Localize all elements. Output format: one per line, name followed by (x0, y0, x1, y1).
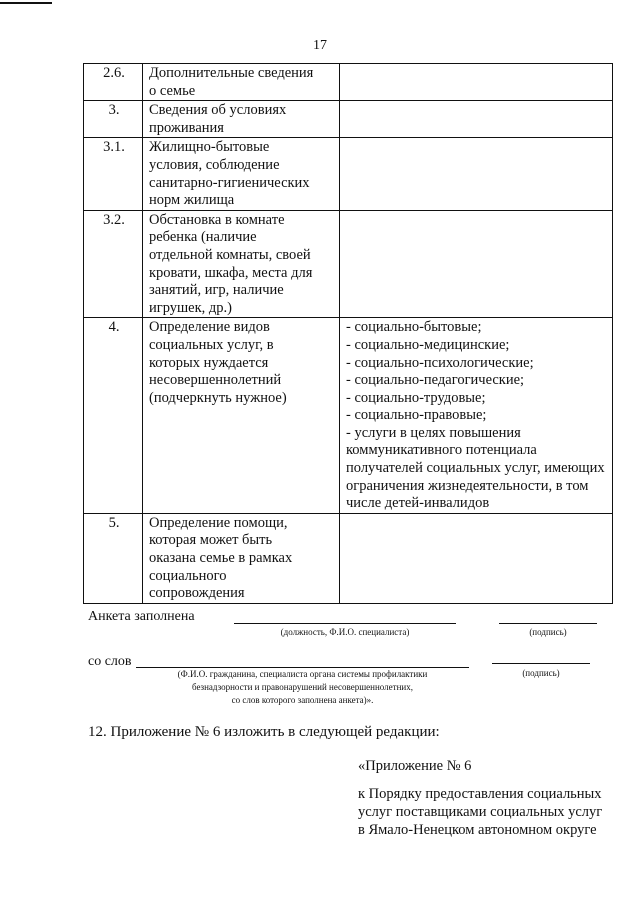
service-option: - социально-педагогические; (346, 372, 525, 389)
table-row (84, 101, 613, 138)
row-number: 4. (84, 318, 143, 514)
signature-line-2 (492, 663, 590, 664)
service-option: - социально-правовые; (346, 407, 487, 424)
appendix-description: к Порядку предоставления социальных услуг поставщиками социальных услуг в Ямало-Ненецком автономном округе (358, 786, 603, 838)
row-value (340, 64, 613, 101)
row-value (340, 210, 613, 318)
table-row (84, 138, 613, 210)
corner-mark (0, 2, 52, 4)
row-label: Обстановка в комнате ребенка (наличие отдельной комнаты, своей кровати, шкафа, места для занятий, игр, наличие игрушек, др.) (143, 210, 340, 318)
item-12-heading: 12. Приложение № 6 изложить в следующей редакции: (88, 724, 440, 740)
signature-caption-2: (подпись) (522, 668, 560, 678)
from-words-label: со слов (88, 654, 132, 669)
service-option: - социально-медицинские; (346, 336, 510, 353)
row-value (340, 513, 613, 603)
signature-line (499, 623, 597, 624)
row-value (340, 138, 613, 210)
row-number: 3.2. (84, 210, 143, 318)
service-option: - социально-трудовые; (346, 389, 486, 406)
row-number: 3.1. (84, 138, 143, 210)
row-label: Определение видов социальных услуг, в которых нуждается несовершеннолетний (подчеркнуть нужное) (143, 318, 340, 514)
signature-caption: (подпись) (529, 627, 567, 637)
from-words-caption-2: безнадзорности и правонарушений несовершеннолетних, (191, 682, 413, 692)
from-words-line (136, 667, 469, 668)
table-row (84, 513, 613, 603)
questionnaire-table (83, 63, 613, 604)
appendix-block (358, 757, 618, 839)
row-label: Дополнительные сведения о семье (143, 64, 340, 101)
service-option: - социально-бытовые; (346, 319, 482, 336)
row-number: 2.6. (84, 64, 143, 101)
appendix-title: «Приложение № 6 (358, 758, 472, 774)
table-row (84, 210, 613, 318)
row-number: 5. (84, 513, 143, 603)
table-row (84, 64, 613, 101)
position-name-caption: (должность, Ф.И.О. специалиста) (280, 627, 410, 637)
row-label: Сведения об условиях проживания (143, 101, 340, 138)
row-number: 3. (84, 101, 143, 138)
from-words-caption-1: (Ф.И.О. гражданина, специалиста органа системы профилактики (177, 669, 428, 679)
row-value (340, 318, 613, 514)
position-name-line (234, 623, 456, 624)
service-option: - услуги в целях повышения коммуникативного потенциала получателей социальных услуг, имеющих ограничения жизнедеятельности, в том числе детей-инвалидов (346, 424, 605, 512)
row-label: Жилищно-бытовые условия, соблюдение санитарно-гигиенических норм жилища (143, 138, 340, 210)
table-row (84, 318, 613, 514)
row-label: Определение помощи, которая может быть оказана семье в рамках социального сопровождения (143, 513, 340, 603)
from-words-caption-3: со слов которого заполнена анкета)». (231, 695, 374, 705)
row-value (340, 101, 613, 138)
page-number: 17 (313, 38, 327, 53)
filled-by-label: Анкета заполнена (88, 609, 195, 624)
service-option: - социально-психологические; (346, 354, 534, 371)
